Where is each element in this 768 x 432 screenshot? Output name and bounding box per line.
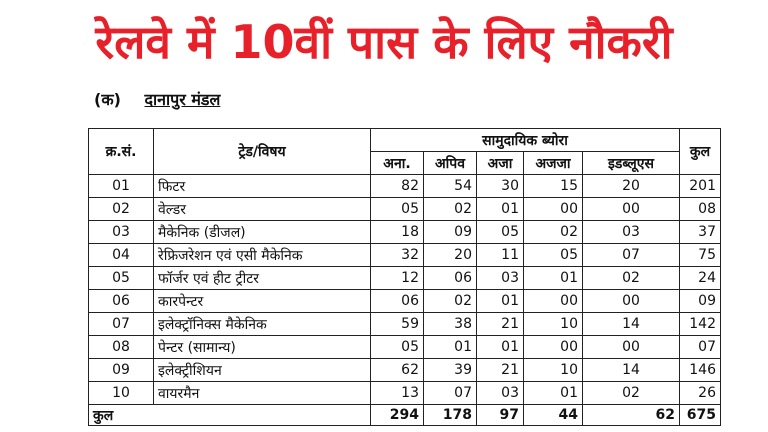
table-row	[89, 267, 721, 290]
sno-cell: 03	[89, 221, 154, 244]
value-cell: 38	[424, 313, 477, 336]
value-cell: 03	[583, 221, 680, 244]
total-cell: 178	[424, 405, 477, 426]
trade-cell: इलेक्ट्रीशियन	[154, 359, 371, 382]
trade-cell: फिटर	[154, 175, 371, 198]
total-grand: 675	[680, 405, 721, 426]
row-total-cell: 24	[680, 267, 721, 290]
trade-cell: पेन्टर (सामान्य)	[154, 336, 371, 359]
total-row	[89, 405, 721, 426]
subcol-header: अना.	[371, 152, 424, 175]
value-cell: 06	[371, 290, 424, 313]
section-heading	[94, 88, 220, 110]
value-cell: 06	[424, 267, 477, 290]
value-cell: 01	[524, 382, 583, 405]
value-cell: 01	[477, 336, 524, 359]
section-office: दानापुर मंडल	[144, 90, 221, 109]
value-cell: 82	[371, 175, 424, 198]
value-cell: 20	[583, 175, 680, 198]
value-cell: 03	[477, 267, 524, 290]
value-cell: 30	[477, 175, 524, 198]
value-cell: 21	[477, 313, 524, 336]
col-total-header: कुल	[680, 129, 721, 175]
headline: रेलवे में 10वीं पास के लिए नौकरी	[95, 15, 673, 69]
row-total-cell: 09	[680, 290, 721, 313]
value-cell: 10	[524, 313, 583, 336]
value-cell: 59	[371, 313, 424, 336]
row-total-cell: 75	[680, 244, 721, 267]
trade-cell: वायरमैन	[154, 382, 371, 405]
value-cell: 05	[371, 198, 424, 221]
trade-cell: रेफ्रिजरेशन एवं एसी मैकेनिक	[154, 244, 371, 267]
value-cell: 54	[424, 175, 477, 198]
group-header: सामुदायिक ब्योरा	[371, 129, 680, 152]
row-total-cell: 37	[680, 221, 721, 244]
subcol-header: अपिव	[424, 152, 477, 175]
value-cell: 20	[424, 244, 477, 267]
total-cell: 294	[371, 405, 424, 426]
total-cell: 44	[524, 405, 583, 426]
vacancy-table	[88, 128, 721, 426]
sno-cell: 01	[89, 175, 154, 198]
value-cell: 02	[524, 221, 583, 244]
subcol-header: अजा	[477, 152, 524, 175]
row-total-cell: 142	[680, 313, 721, 336]
value-cell: 02	[424, 198, 477, 221]
table-row	[89, 382, 721, 405]
value-cell: 05	[477, 221, 524, 244]
trade-cell: इलेक्ट्रॉनिक्स मैकेनिक	[154, 313, 371, 336]
value-cell: 62	[371, 359, 424, 382]
value-cell: 39	[424, 359, 477, 382]
value-cell: 10	[524, 359, 583, 382]
value-cell: 01	[424, 336, 477, 359]
table-row	[89, 221, 721, 244]
value-cell: 05	[524, 244, 583, 267]
subcol-header: इडब्लूएस	[583, 152, 680, 175]
value-cell: 07	[583, 244, 680, 267]
trade-cell: कारपेन्टर	[154, 290, 371, 313]
value-cell: 07	[424, 382, 477, 405]
value-cell: 02	[583, 382, 680, 405]
value-cell: 15	[524, 175, 583, 198]
row-total-cell: 146	[680, 359, 721, 382]
col-trade-header: ट्रेड/विषय	[154, 129, 371, 175]
row-total-cell: 26	[680, 382, 721, 405]
trade-cell: वेल्डर	[154, 198, 371, 221]
value-cell: 01	[477, 290, 524, 313]
value-cell: 11	[477, 244, 524, 267]
value-cell: 01	[477, 198, 524, 221]
value-cell: 01	[524, 267, 583, 290]
sno-cell: 07	[89, 313, 154, 336]
value-cell: 13	[371, 382, 424, 405]
value-cell: 02	[424, 290, 477, 313]
value-cell: 00	[583, 198, 680, 221]
sno-cell: 05	[89, 267, 154, 290]
sno-cell: 04	[89, 244, 154, 267]
value-cell: 00	[524, 336, 583, 359]
value-cell: 02	[583, 267, 680, 290]
table-row	[89, 313, 721, 336]
value-cell: 12	[371, 267, 424, 290]
value-cell: 14	[583, 313, 680, 336]
table-row	[89, 244, 721, 267]
total-label: कुल	[89, 405, 371, 426]
value-cell: 00	[583, 290, 680, 313]
table-row	[89, 359, 721, 382]
value-cell: 05	[371, 336, 424, 359]
sno-cell: 10	[89, 382, 154, 405]
total-cell: 62	[583, 405, 680, 426]
table-row	[89, 290, 721, 313]
sno-cell: 08	[89, 336, 154, 359]
value-cell: 09	[424, 221, 477, 244]
value-cell: 18	[371, 221, 424, 244]
row-total-cell: 08	[680, 198, 721, 221]
trade-cell: मैकेनिक (डीजल)	[154, 221, 371, 244]
sno-cell: 02	[89, 198, 154, 221]
sno-cell: 09	[89, 359, 154, 382]
value-cell: 00	[524, 290, 583, 313]
col-sno-header: क्र.सं.	[89, 129, 154, 175]
total-cell: 97	[477, 405, 524, 426]
value-cell: 00	[583, 336, 680, 359]
row-total-cell: 07	[680, 336, 721, 359]
value-cell: 03	[477, 382, 524, 405]
table-row	[89, 175, 721, 198]
subcol-header: अजजा	[524, 152, 583, 175]
row-total-cell: 201	[680, 175, 721, 198]
value-cell: 00	[524, 198, 583, 221]
trade-cell: फॉर्जर एवं हीट ट्रीटर	[154, 267, 371, 290]
table-row	[89, 336, 721, 359]
section-letter: (क)	[94, 90, 121, 109]
value-cell: 32	[371, 244, 424, 267]
sno-cell: 06	[89, 290, 154, 313]
value-cell: 21	[477, 359, 524, 382]
value-cell: 14	[583, 359, 680, 382]
table-row	[89, 198, 721, 221]
